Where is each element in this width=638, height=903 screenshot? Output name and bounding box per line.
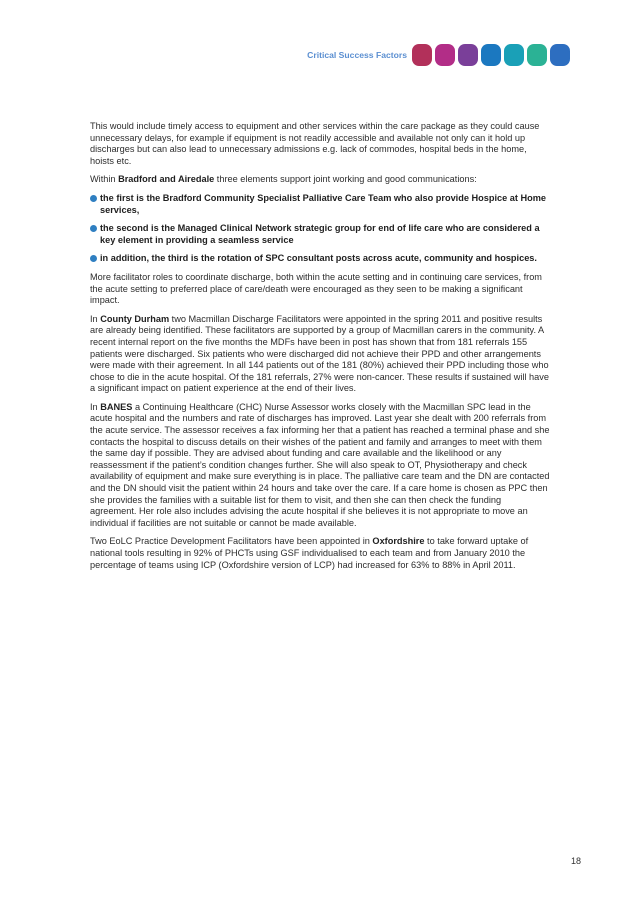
text: In xyxy=(90,401,101,412)
color-tab-7 xyxy=(550,44,570,66)
body-text xyxy=(90,121,550,578)
list-item xyxy=(90,253,550,265)
color-tab-2 xyxy=(435,44,455,66)
color-tab-5 xyxy=(504,44,524,66)
text: to take forward uptake of national tools resulting in 92% of PHCTs using GSF individualised to each team and from January 2010 the percentage of teams using ICP (Oxfordshire version of LCP) had increased for 63% to 88% in April 2011. xyxy=(90,536,529,570)
place-name: BANES xyxy=(100,401,133,412)
list-item-text: the second is the Managed Clinical Network strategic group for end of life care who are considered a key element in providing a seamless service xyxy=(100,223,540,245)
paragraph-facilitator-roles: More facilitator roles to coordinate discharge, both within the acute setting and in continuing care services, from the acute setting to preferred place of care/death were encouraged as they seen to be making a significant impact. xyxy=(90,271,542,306)
paragraph-equipment: This would include timely access to equipment and other services within the care package as they could cause unnecessary delays, for example if equipment is not readily accessible and available not only can it hold up discharges but can also lead to unnecessary admissions e.g. lack of commodes, hospital beds in the home, hoists etc. xyxy=(90,121,540,166)
place-name: Bradford and Airedale xyxy=(118,174,215,185)
page-number: 18 xyxy=(570,856,581,866)
bullet-icon xyxy=(90,195,97,202)
bradford-list xyxy=(90,193,550,265)
text: Within xyxy=(90,174,119,185)
list-item xyxy=(90,193,550,216)
section-title: Critical Success Factors xyxy=(307,50,407,60)
color-tab-3 xyxy=(458,44,478,66)
paragraph-county-durham xyxy=(90,314,550,395)
bullet-icon xyxy=(90,225,97,232)
color-tab-1 xyxy=(412,44,432,66)
paragraph-bradford-intro xyxy=(90,174,550,186)
paragraph-oxfordshire xyxy=(90,536,550,571)
list-item-text: the first is the Bradford Community Specialist Palliative Care Team who also provide Hospice at Home services, xyxy=(100,192,547,215)
text: three elements support joint working and good communications: xyxy=(214,174,477,185)
place-name: County Durham xyxy=(100,313,170,324)
text: two Macmillan Discharge Facilitators were appointed in the spring 2011 and positive results are already being identified. These facilitators are supported by a group of Macmillan carers in the community. A recent internal report on the five months the MDFs have been in post has shown that from 181 referrals 155 patients were discharged. Six patients who were discharged did not achieve their PPD and other arrangements were made with their agreement. In all 144 patients out of the 181 (80%) achieved their PPD including those who chose to die in the acute hospital. Of the 181 referrals, 27% were non-cancer. These results if sustained will have a significant impact on patient experience at the end of their lives. xyxy=(90,313,549,394)
bullet-icon xyxy=(90,255,97,262)
list-item-text: in addition, the third is the rotation of SPC consultant posts across acute, community and hospices. xyxy=(100,253,537,264)
text: a Continuing Healthcare (CHC) Nurse Assessor works closely with the Macmillan SPC lead in the acute hospital and the numbers and rate of discharges has improved. Last year she dealt with 200 referrals from the acute service. The assessor receives a fax informing her that a patient has reached a terminal phase and she contacts the hospital to discuss details on their wishes of the patient and family and arranges to meet with them the same day if possible. They are advised about funding and care available and the likelihood or any reassessment if the patient’s condition changes further. She will also speak to OT, Physiotherapy and check availability of equipment and make sure everything is in place. The palliative care team and the DN are contacted and the DN should visit the patient within 24 hours and take over the care. If a care home is chosen as PPC then she provides the families with a suitable list for them to visit, and then she can then check the funding agreement. Her role also includes advising the acute hospital if she believes it is not appropriate to move an individual if facilities are not suitable or cannot be made available. xyxy=(90,401,550,528)
list-item xyxy=(90,223,550,246)
text: In xyxy=(90,313,101,324)
paragraph-banes xyxy=(90,402,550,530)
text: Two EoLC Practice Development Facilitators have been appointed in xyxy=(90,536,373,547)
place-name: Oxfordshire xyxy=(372,536,425,547)
color-tab-4 xyxy=(481,44,501,66)
color-tab-6 xyxy=(527,44,547,66)
